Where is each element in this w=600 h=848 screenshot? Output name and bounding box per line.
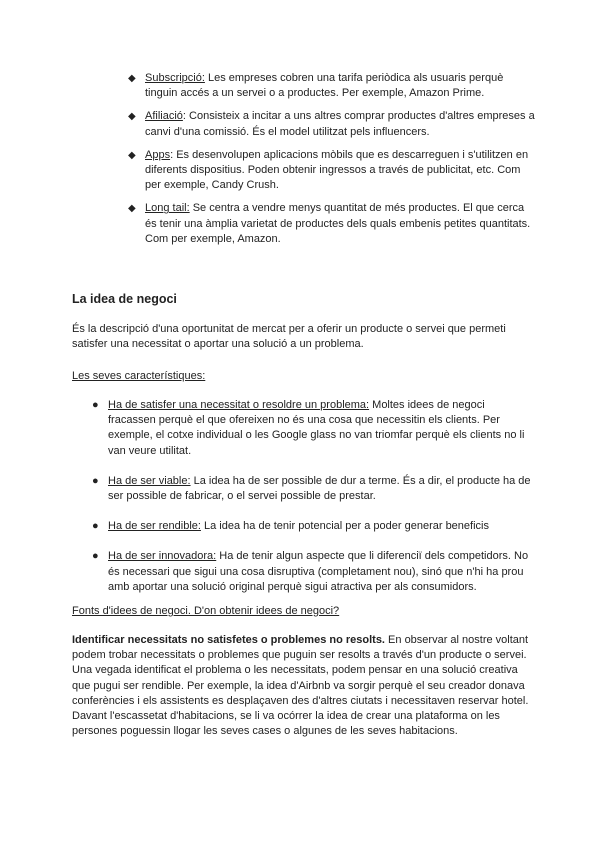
list-item-term: Apps: [145, 148, 171, 161]
identify-text: En observar al nostre voltant podem trobar necessitats o problemes que puguin ser resolts a través d'un producte o servei. Una vegada identificat el problema o les necessitats, podem pensar en una solució creativa que pugui ser rendible. Per exemple, la idea d'Airbnb va sorgir perquè el seu creador donava conferències i els assistents es desplaçaven des d'altres ciutats i necessitaven reservar hotel. Davant l'escassetat d'habitacions, se li va ocórrer la idea de crear una plataforma on les persones poguessin llogar les seves cases o algunes de les seves habitacions.: [72, 634, 529, 738]
sources-heading: [72, 604, 532, 619]
list-item-text: La idea ha de ser possible de dur a terme. És a dir, el producte ha de ser possible de fabricar, o el servei possible de prestar.: [108, 474, 531, 503]
sources-heading-text: Fonts d'idees de negoci. D'on obtenir idees de negoci?: [72, 605, 340, 617]
dot-bullet-icon: ●: [92, 474, 99, 487]
list-item-term: Long tail:: [145, 202, 190, 215]
list-item: [92, 519, 532, 534]
list-item-term: Subscripció:: [145, 72, 205, 84]
list-item-text: : Consisteix a incitar a uns altres comprar productes d'altres empreses a canvi d'una comissió. És el model utilitzat pels influencers.: [145, 110, 535, 138]
list-item: [128, 109, 538, 139]
list-item-term: Ha de ser viable:: [108, 474, 191, 487]
list-item: [92, 398, 532, 459]
characteristics-heading: [72, 369, 532, 384]
list-item-text: Moltes idees de negoci fracassen perquè el que ofereixen no és una cosa que necessitin els clients. Per exemple, el cotxe individual o les Google glass no van triomfar perquè els clients no li van veure utilitat.: [108, 399, 525, 457]
list-item-term: Ha de ser innovadora:: [108, 550, 217, 563]
list-item-term: Ha de satisfer una necessitat o resoldre un problema:: [108, 399, 370, 411]
list-item-term: Ha de ser rendible:: [108, 520, 201, 533]
section-title: La idea de negoci: [72, 292, 177, 306]
list-item-text: Se centra a vendre menys quantitat de més productes. El que cerca és tenir una àmplia varietat de productes dels quals embenis petites quantitats. Com per exemple, Amazon.: [145, 202, 531, 245]
list-item-term: Afiliació: [145, 110, 183, 123]
list-item: [92, 474, 532, 504]
identify-paragraph: [72, 633, 532, 739]
list-item-text: Ha de tenir algun aspecte que li diferenciï dels competidors. No és necessari que sigui una cosa disruptiva (completament nou), sinó que n'hi ha prou amb aportar una solució original perquè sigui atractiva per als consumidors.: [108, 550, 529, 593]
diamond-bullet-icon: ◆: [128, 111, 136, 123]
characteristics-list: [92, 398, 532, 610]
diamond-bullet-icon: ◆: [128, 73, 136, 84]
list-item: [128, 201, 538, 247]
dot-bullet-icon: ●: [92, 520, 99, 533]
list-item-text: : Es desenvolupen aplicacions mòbils que es descarreguen i s'utilitzen en diferents dispositius. Poden obtenir ingressos a través de publicitat, etc. Com per exemple, Candy Crush.: [145, 148, 529, 192]
list-item-text: La idea ha de tenir potencial per a poder generar beneficis: [200, 520, 489, 533]
dot-bullet-icon: ●: [92, 399, 99, 411]
list-item: [128, 71, 538, 101]
list-item: [92, 549, 532, 595]
identify-bold-lead: Identificar necessitats no satisfetes o problemes no resolts.: [72, 634, 385, 646]
diamond-bullet-icon: ◆: [128, 203, 136, 215]
list-item: [128, 148, 538, 194]
dot-bullet-icon: ●: [92, 550, 99, 563]
characteristics-heading-text: Les seves característiques:: [72, 370, 206, 382]
intro-paragraph: És la descripció d'una oportunitat de mercat per a oferir un producte o servei que permeti satisfer una necessitat o aportar una solució a un problema.: [72, 323, 506, 351]
list-item-text: Les empreses cobren una tarifa periòdica als usuaris perquè tinguin accés a un servei o a productes. Per exemple, Amazon Prime.: [145, 72, 504, 100]
diamond-bullet-icon: ◆: [128, 149, 136, 161]
business-models-list: [128, 71, 538, 255]
